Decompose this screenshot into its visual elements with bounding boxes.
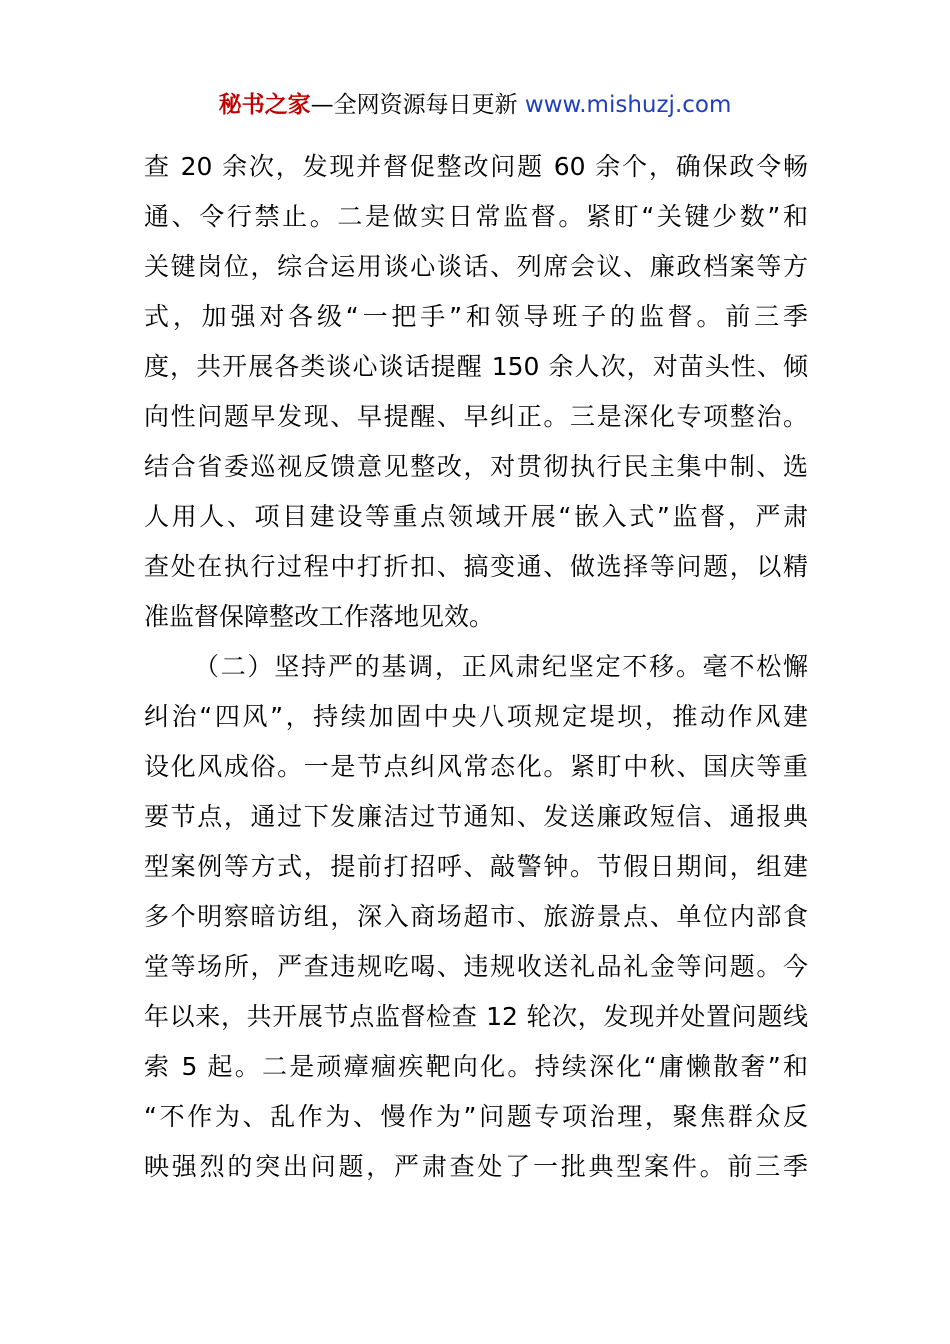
text-line: 准监督保障整改工作落地见效。 <box>144 602 495 631</box>
text-line: 索 5 起。二是顽瘴痼疾靶向化。持续深化“庸懒散奢”和 <box>144 1052 808 1081</box>
text-line: 人用人、项目建设等重点领域开展“嵌入式”监督，严肃 <box>144 502 808 531</box>
text-line: 结合省委巡视反馈意见整改，对贯彻执行民主集中制、选 <box>144 452 808 481</box>
text-line: 型案例等方式，提前打招呼、敲警钟。节假日期间，组建 <box>144 852 808 881</box>
text-line: 向性问题早发现、早提醒、早纠正。三是深化专项整治。 <box>144 402 808 431</box>
document-body <box>144 142 808 1192</box>
text-line: 年以来，共开展节点监督检查 12 轮次，发现并处置问题线 <box>144 1002 808 1031</box>
header-brand: 秘书之家 <box>218 92 311 118</box>
text-line: 关键岗位，综合运用谈心谈话、列席会议、廉政档案等方 <box>144 252 808 281</box>
text-line: 映强烈的突出问题，严肃查处了一批典型案件。前三季 <box>144 1152 808 1181</box>
text-line: 通、令行禁止。二是做实日常监督。紧盯“关键少数”和 <box>144 202 808 231</box>
text-line: 多个明察暗访组，深入商场超市、旅游景点、单位内部食 <box>144 902 808 931</box>
text-line: 设化风成俗。一是节点纠风常态化。紧盯中秋、国庆等重 <box>144 752 808 781</box>
section-heading-line: （二）坚持严的基调，正风肃纪坚定不移。毫不松懈 <box>194 652 808 681</box>
header-url-link[interactable]: www.mishuzj.com <box>524 92 732 118</box>
text-line: 式，加强对各级“一把手”和领导班子的监督。前三季 <box>144 302 808 331</box>
text-line: 要节点，通过下发廉洁过节通知、发送廉政短信、通报典 <box>144 802 808 831</box>
text-line: 堂等场所，严查违规吃喝、违规收送礼品礼金等问题。今 <box>144 952 808 981</box>
text-line: 查处在执行过程中打折扣、搞变通、做选择等问题，以精 <box>144 552 808 581</box>
text-line: 查 20 余次，发现并督促整改问题 60 余个，确保政令畅 <box>144 152 808 181</box>
text-line: “不作为、乱作为、慢作为”问题专项治理，聚焦群众反 <box>144 1102 808 1131</box>
text-line: 度，共开展各类谈心谈话提醒 150 余人次，对苗头性、倾 <box>144 352 808 381</box>
header-tagline: —全网资源每日更新 <box>310 92 525 118</box>
text-line: 纠治“四风”，持续加固中央八项规定堤坝，推动作风建 <box>144 702 808 731</box>
page-header <box>0 90 950 120</box>
